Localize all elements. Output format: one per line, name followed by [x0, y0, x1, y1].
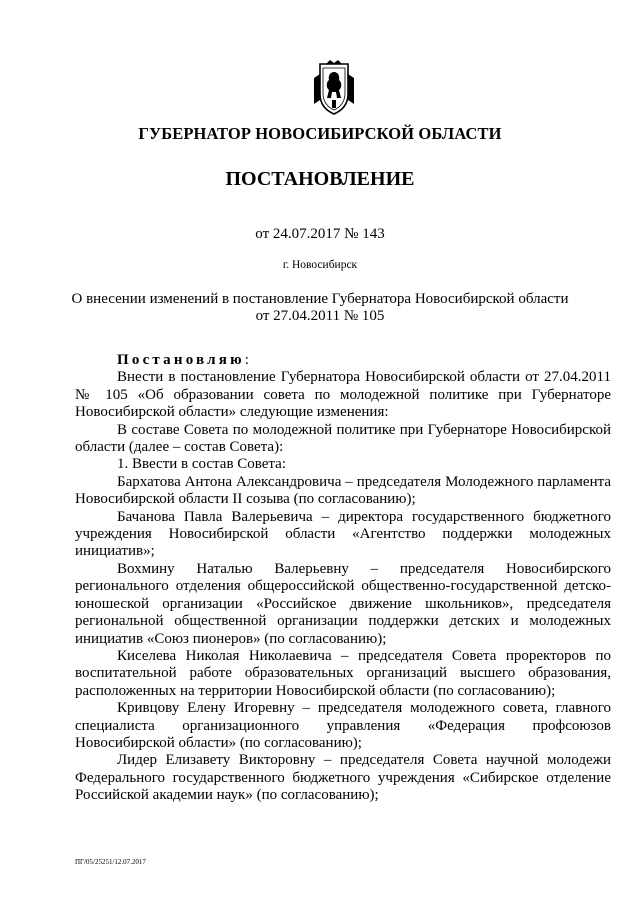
resolve-line [75, 352, 611, 369]
city-line: г. Новосибирск [282, 259, 358, 271]
paragraph: Внести в постановление Губернатора Новосибирской области от 27.04.2011 № 105 «Об образовании совета по молодежной политике при Губернаторе Новосибирской области» следующие изменения: [75, 369, 611, 421]
document-code: ПГ/05/25251/12.07.2017 [75, 858, 146, 866]
decree-body [75, 352, 611, 805]
decree-subject [0, 291, 640, 325]
paragraph: Кривцову Елену Игоревну – председателя молодежного совета, главного специалиста организационного управления «Федерация профсоюзов Новосибирской области» (по согласованию); [75, 700, 611, 751]
paragraph: 1. Ввести в состав Совета: [117, 456, 286, 473]
subject-line-2: от 27.04.2011 № 105 [255, 308, 385, 324]
paragraph: В составе Совета по молодежной политике при Губернаторе Новосибирской области (далее – состав Совета): [75, 421, 611, 456]
resolve-word: Постановляю [117, 352, 245, 368]
coat-of-arms-icon [312, 60, 356, 118]
resolve-colon: : [244, 352, 249, 368]
paragraph: Бачанова Павла Валерьевича – директора государственного бюджетного учреждения Новосибирской области «Агентство поддержки молодежных инициатив»; [75, 508, 611, 560]
paragraph: Бархатова Антона Александровича – председателя Молодежного парламента Новосибирской области II созыва (по согласованию); [75, 473, 611, 508]
subject-line-1: О внесении изменений в постановление Губернатора Новосибирской области [71, 291, 569, 307]
governor-heading: ГУБЕРНАТОР НОВОСИБИРСКОЙ ОБЛАСТИ [138, 124, 502, 143]
paragraph: Киселева Николая Николаевича – председателя Совета проректоров по воспитательной работе образовательных организаций высшего образования, расположенных на территории Новосибирской области (по согласованию); [75, 647, 611, 699]
paragraph: Лидер Елизавету Викторовну – председателя Совета научной молодежи Федерального государственного бюджетного учреждения «Сибирское отделение Российской академии наук» (по согласованию); [75, 752, 611, 804]
paragraph: Вохмину Наталью Валерьевну – председателя Новосибирского регионального отделения общероссийской общественно-государственной детско-юношеской организации «Российское движение школьников», председателя региональной общественной организации поддержки детских и молодежных инициатив «Союз пионеров» (по согласованию); [75, 560, 611, 647]
decree-date-number: от 24.07.2017 № 143 [255, 226, 385, 242]
document-type-title: ПОСТАНОВЛЕНИЕ [225, 168, 415, 190]
